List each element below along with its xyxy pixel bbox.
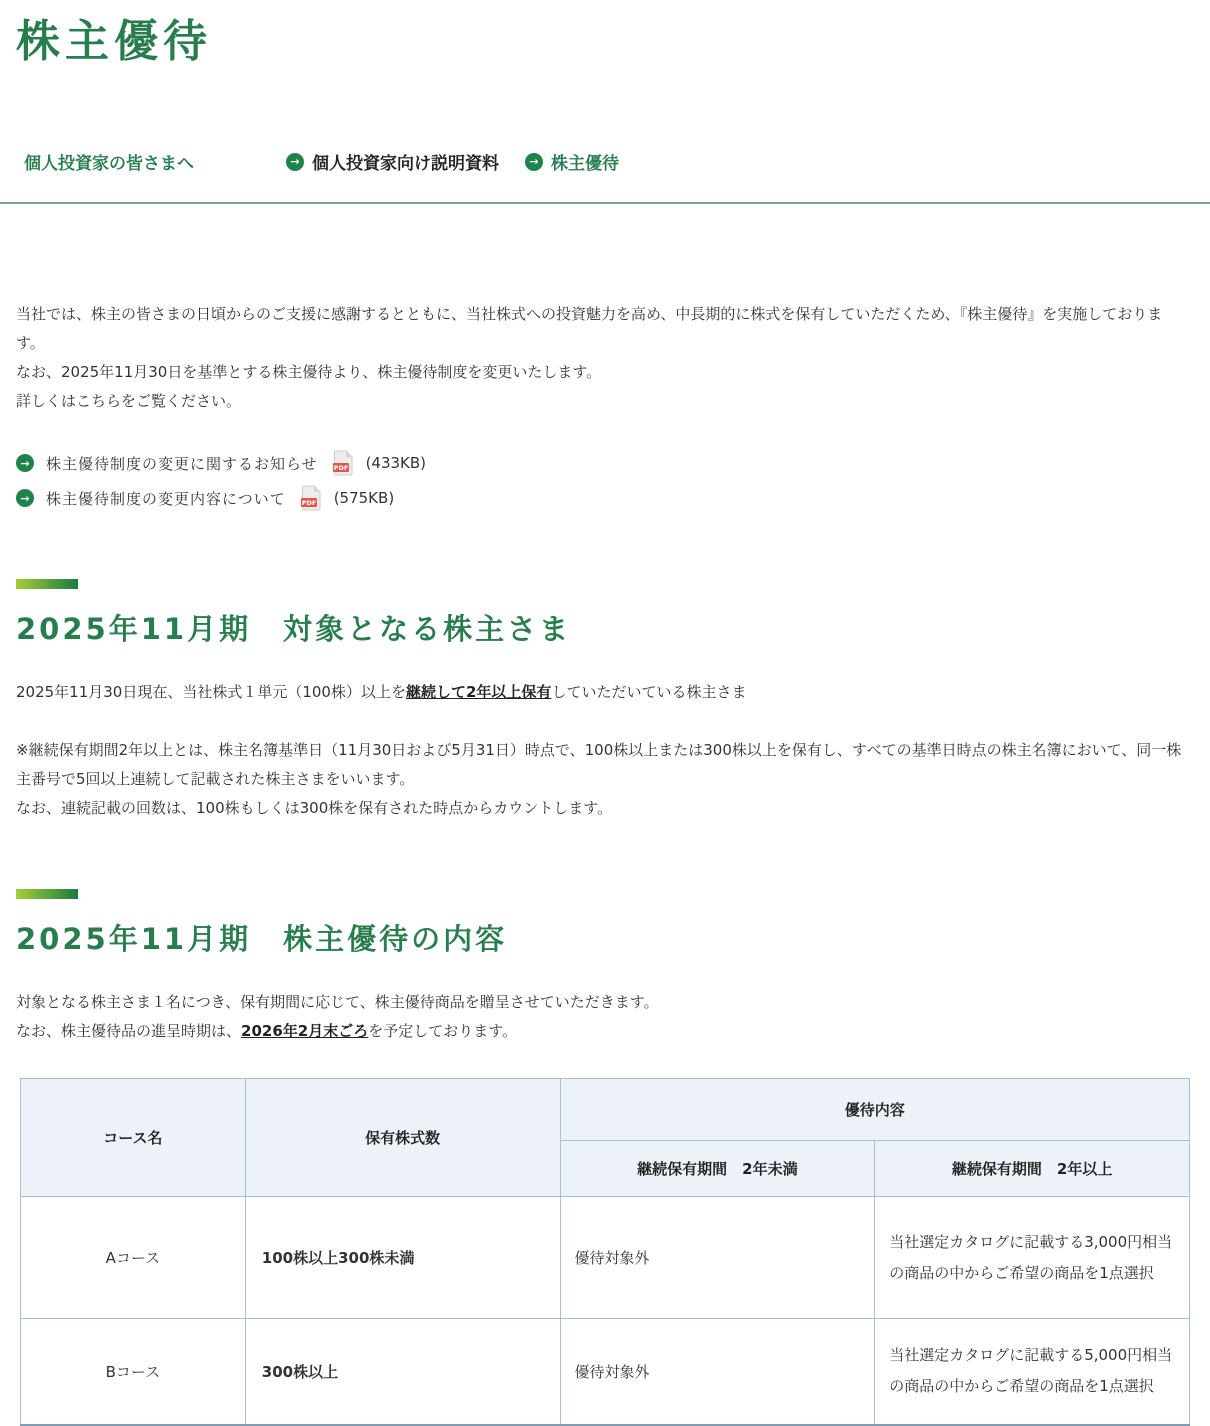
column-header-course: コース名	[21, 1079, 246, 1197]
section-title-target-shareholders: 2025年11月期 対象となる株主さま	[16, 612, 572, 646]
column-header-holding-over-2y: 継続保有期間 2年以上	[875, 1141, 1190, 1197]
intro-paragraph-3: 詳しくはこちらをご覧ください。	[16, 392, 242, 410]
intro-paragraph-1: 当社では、株主の皆さまの日頃からのご支援に感謝するとともに、当社株式への投資魅力を高め、中長期的に株式を保有していただくため、『株主優待』を実施しております。	[16, 305, 1163, 352]
note-line-1: ※継続保有期間2年以上とは、株主名簿基準日（11月30日および5月31日）時点で、100株以上または300株以上を保有し、すべての基準日時点の株主名簿において、同一株主番号で5回以上連続して記載された株主さまをいいます。	[16, 741, 1182, 788]
arrow-circle-icon: →	[16, 489, 34, 507]
benefit-contents-lead	[16, 988, 1186, 1046]
pdf-icon	[332, 450, 354, 476]
course-name-cell: Bコース	[21, 1319, 246, 1425]
pdf-link-change-details[interactable]	[16, 483, 1186, 513]
main-content	[0, 300, 1210, 1426]
benefit-over-2y-cell: 当社選定カタログに記載する3,000円相当の商品の中からご希望の商品を1点選択	[875, 1197, 1190, 1319]
arrow-circle-icon: →	[16, 454, 34, 472]
benefit-over-2y-cell: 当社選定カタログに記載する5,000円相当の商品の中からご希望の商品を1点選択	[875, 1319, 1190, 1425]
page-title: 株主優待	[16, 16, 212, 67]
svg-text:PDF: PDF	[301, 499, 317, 507]
section-title-benefit-contents: 2025年11月期 株主優待の内容	[16, 922, 508, 956]
pdf-link-list	[16, 448, 1186, 513]
table-row	[21, 1319, 1190, 1425]
target-lead-line: 2025年11月30日現在、当社株式１単元（100株）以上を継続して2年以上保有していただいている株主さま	[16, 683, 747, 701]
shares-held-cell: 300株以上	[245, 1319, 560, 1425]
arrow-circle-icon: →	[286, 153, 304, 171]
benefit-under-2y-cell: 優待対象外	[560, 1197, 875, 1319]
arrow-circle-icon: →	[525, 153, 543, 171]
breadcrumb-item-label: 株主優待	[551, 154, 619, 174]
breadcrumb	[16, 149, 1186, 174]
target-shareholders-note	[16, 736, 1186, 823]
breadcrumb-item-materials[interactable]	[286, 149, 499, 174]
breadcrumb-item-investors[interactable]	[24, 149, 194, 174]
benefit-under-2y-cell: 優待対象外	[560, 1319, 875, 1425]
pdf-icon	[300, 485, 322, 511]
pdf-link-label: 株主優待制度の変更に関するお知らせ	[46, 454, 318, 473]
page-container	[0, 14, 1210, 174]
section-accent-bar	[16, 579, 78, 589]
emphasized-holding-period: 継続して2年以上保有	[405, 683, 552, 701]
pdf-link-label: 株主優待制度の変更内容について	[46, 489, 286, 508]
intro-paragraph-2: なお、2025年11月30日を基準とする株主優待より、株主優待制度を変更いたします。	[16, 363, 602, 381]
separator	[0, 202, 1210, 204]
shares-held-cell: 100株以上300株未満	[245, 1197, 560, 1319]
benefit-lead-line-2: なお、株主優待品の進呈時期は、2026年2月末ごろを予定しております。	[16, 1022, 518, 1040]
intro-paragraphs	[16, 300, 1186, 416]
emphasized-delivery-date: 2026年2月末ごろ	[241, 1022, 369, 1040]
target-shareholders-lead	[16, 678, 1186, 707]
note-line-2: なお、連続記載の回数は、100株もしくは300株を保有された時点からカウントします。	[16, 799, 613, 817]
table-header-row	[21, 1079, 1190, 1141]
benefit-table	[20, 1078, 1190, 1426]
column-header-benefit: 優待内容	[560, 1079, 1190, 1141]
pdf-link-change-notice[interactable]	[16, 448, 1186, 478]
section-accent-bar	[16, 889, 78, 899]
pdf-file-size: (575KB)	[333, 489, 395, 507]
column-header-shares: 保有株式数	[245, 1079, 560, 1197]
pdf-file-size: (433KB)	[365, 454, 427, 472]
benefit-lead-line-1: 対象となる株主さま１名につき、保有期間に応じて、株主優待商品を贈呈させていただきます。	[16, 993, 659, 1011]
column-header-holding-under-2y: 継続保有期間 2年未満	[560, 1141, 875, 1197]
svg-text:PDF: PDF	[333, 464, 348, 472]
table-row	[21, 1197, 1190, 1319]
course-name-cell: Aコース	[21, 1197, 246, 1319]
breadcrumb-item-label: 個人投資家向け説明資料	[312, 154, 499, 174]
breadcrumb-item-label: 個人投資家の皆さまへ	[24, 154, 194, 174]
breadcrumb-item-benefits[interactable]	[525, 149, 619, 174]
